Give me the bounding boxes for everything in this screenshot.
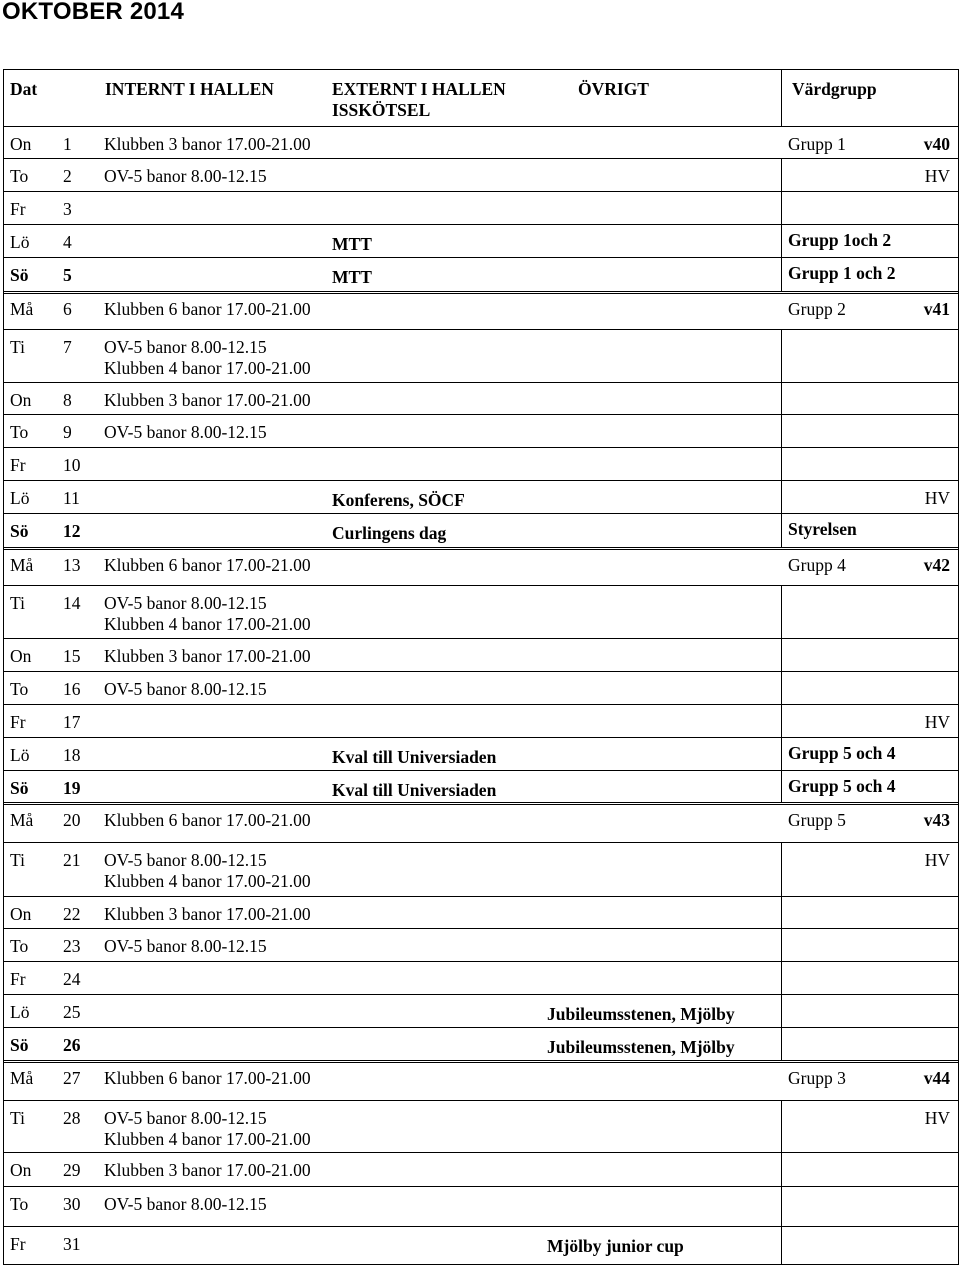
table-row xyxy=(4,382,958,415)
date-cell: 18 xyxy=(63,745,81,765)
date-cell: 4 xyxy=(63,232,72,252)
day-cell: On xyxy=(10,134,32,154)
vardgrupp-cell: Grupp 1 xyxy=(788,134,846,154)
vardgrupp-cell: Grupp 1och 2 xyxy=(788,230,892,250)
day-cell: Må xyxy=(10,1068,34,1088)
week-cell: v42 xyxy=(923,555,950,575)
hv-cell: HV xyxy=(924,166,950,186)
ovrigt-cell: Jubileumsstenen, Mjölby xyxy=(547,1004,735,1024)
date-cell: 20 xyxy=(63,810,81,830)
day-cell: On xyxy=(10,904,32,924)
day-cell: Må xyxy=(10,299,34,319)
internt-cell: OV-5 banor 8.00-12.15 xyxy=(104,166,267,186)
table-row xyxy=(4,224,958,258)
internt-cell: Klubben 6 banor 17.00-21.00 xyxy=(104,555,311,575)
date-cell: 29 xyxy=(63,1160,81,1180)
date-cell: 15 xyxy=(63,646,81,666)
column-divider xyxy=(781,329,782,547)
week-cell: v44 xyxy=(923,1068,950,1088)
internt-cell: OV-5 banor 8.00-12.15 xyxy=(104,593,267,613)
hv-cell: HV xyxy=(924,488,950,508)
week-cell: v40 xyxy=(923,134,950,154)
internt-cell: OV-5 banor 8.00-12.15 xyxy=(104,936,267,956)
date-cell: 8 xyxy=(63,390,72,410)
externt-cell: Konferens, SÖCF xyxy=(332,490,465,510)
day-cell: Fr xyxy=(10,1234,26,1254)
internt-cell: Klubben 3 banor 17.00-21.00 xyxy=(104,1160,311,1180)
date-cell: 3 xyxy=(63,199,72,219)
date-cell: 22 xyxy=(63,904,81,924)
day-cell: Ti xyxy=(10,337,25,357)
vardgrupp-cell: Grupp 3 xyxy=(788,1068,846,1088)
day-cell: Sö xyxy=(10,778,29,798)
column-divider xyxy=(781,1100,782,1264)
col-header-isskotsel: ISSKÖTSEL xyxy=(332,100,431,120)
externt-cell: Curlingens dag xyxy=(332,523,447,543)
table-row xyxy=(4,1152,958,1187)
day-cell: Ti xyxy=(10,850,25,870)
table-row xyxy=(4,158,958,192)
table-row xyxy=(4,770,958,803)
table-row xyxy=(4,737,958,771)
day-cell: To xyxy=(10,936,29,956)
table-row xyxy=(4,928,958,962)
day-cell: Lö xyxy=(10,488,30,508)
internt-cell: Klubben 3 banor 17.00-21.00 xyxy=(104,134,311,154)
day-cell: Sö xyxy=(10,1035,29,1055)
date-cell: 16 xyxy=(63,679,81,699)
day-cell: On xyxy=(10,1160,32,1180)
date-cell: 1 xyxy=(63,134,72,154)
table-row xyxy=(4,447,958,481)
week-cell: v43 xyxy=(923,810,950,830)
internt-cell: Klubben 3 banor 17.00-21.00 xyxy=(104,646,311,666)
date-cell: 24 xyxy=(63,969,81,989)
vardgrupp-cell: Grupp 5 och 4 xyxy=(788,743,896,763)
date-cell: 9 xyxy=(63,422,72,442)
ovrigt-cell: Jubileumsstenen, Mjölby xyxy=(547,1037,735,1057)
day-cell: Fr xyxy=(10,455,26,475)
internt-cell: OV-5 banor 8.00-12.15 xyxy=(104,422,267,442)
date-cell: 27 xyxy=(63,1068,81,1088)
internt-cell: Klubben 4 banor 17.00-21.00 xyxy=(104,871,311,891)
internt-cell: Klubben 6 banor 17.00-21.00 xyxy=(104,810,311,830)
table-row xyxy=(4,291,958,332)
table-row xyxy=(4,1100,958,1153)
date-cell: 26 xyxy=(63,1035,81,1055)
day-cell: Fr xyxy=(10,969,26,989)
day-cell: Lö xyxy=(10,1002,30,1022)
day-cell: To xyxy=(10,1194,29,1214)
table-row xyxy=(4,126,958,159)
date-cell: 7 xyxy=(63,337,72,357)
table-row xyxy=(4,1226,958,1265)
table-row xyxy=(4,329,958,383)
day-cell: Lö xyxy=(10,232,30,252)
hv-cell: HV xyxy=(924,1108,950,1128)
day-cell: Ti xyxy=(10,593,25,613)
day-cell: To xyxy=(10,422,29,442)
internt-cell: Klubben 3 banor 17.00-21.00 xyxy=(104,904,311,924)
day-cell: Sö xyxy=(10,521,29,541)
col-header-ovrigt: ÖVRIGT xyxy=(578,79,649,99)
page-title: OKTOBER 2014 xyxy=(2,0,185,25)
internt-cell: OV-5 banor 8.00-12.15 xyxy=(104,850,267,870)
schedule-table xyxy=(3,69,959,1265)
date-cell: 10 xyxy=(63,455,81,475)
externt-cell: Kval till Universiaden xyxy=(332,780,497,800)
vardgrupp-cell: Grupp 2 xyxy=(788,299,846,319)
table-row xyxy=(4,1186,958,1227)
date-cell: 25 xyxy=(63,1002,81,1022)
column-divider xyxy=(781,842,782,1060)
hv-cell: HV xyxy=(924,850,950,870)
externt-cell: MTT xyxy=(332,267,372,287)
date-cell: 6 xyxy=(63,299,72,319)
week-cell: v41 xyxy=(923,299,950,319)
table-row xyxy=(4,257,958,292)
column-divider xyxy=(781,585,782,802)
day-cell: Må xyxy=(10,555,34,575)
vardgrupp-cell: Grupp 5 och 4 xyxy=(788,776,896,796)
date-cell: 30 xyxy=(63,1194,81,1214)
table-row xyxy=(4,961,958,995)
day-cell: To xyxy=(10,166,29,186)
table-bottom-border xyxy=(4,1264,958,1265)
table-row xyxy=(4,547,958,588)
col-header-vardgrupp: Värdgrupp xyxy=(792,79,877,99)
table-row xyxy=(4,638,958,672)
table-row xyxy=(4,896,958,929)
vardgrupp-cell: Styrelsen xyxy=(788,519,857,539)
date-cell: 12 xyxy=(63,521,81,541)
vardgrupp-cell: Grupp 1 och 2 xyxy=(788,263,896,283)
day-cell: Fr xyxy=(10,199,26,219)
col-header-externt: EXTERNT I HALLEN xyxy=(332,79,506,99)
table-row xyxy=(4,1060,958,1103)
internt-cell: Klubben 4 banor 17.00-21.00 xyxy=(104,614,311,634)
date-cell: 2 xyxy=(63,166,72,186)
internt-cell: Klubben 4 banor 17.00-21.00 xyxy=(104,358,311,378)
vardgrupp-cell: Grupp 5 xyxy=(788,810,846,830)
day-cell: To xyxy=(10,679,29,699)
externt-cell: MTT xyxy=(332,234,372,254)
day-cell: Sö xyxy=(10,265,29,285)
date-cell: 5 xyxy=(63,265,72,285)
internt-cell: Klubben 3 banor 17.00-21.00 xyxy=(104,390,311,410)
table-row xyxy=(4,585,958,639)
internt-cell: Klubben 6 banor 17.00-21.00 xyxy=(104,299,311,319)
internt-cell: OV-5 banor 8.00-12.15 xyxy=(104,1194,267,1214)
day-cell: Må xyxy=(10,810,34,830)
date-cell: 19 xyxy=(63,778,81,798)
day-cell: Ti xyxy=(10,1108,25,1128)
header-row xyxy=(4,70,958,126)
date-cell: 21 xyxy=(63,850,81,870)
table-row xyxy=(4,191,958,225)
table-row xyxy=(4,842,958,897)
column-divider xyxy=(781,70,782,126)
date-cell: 17 xyxy=(63,712,81,732)
table-row xyxy=(4,1027,958,1061)
externt-cell: Kval till Universiaden xyxy=(332,747,497,767)
table-row xyxy=(4,480,958,514)
day-cell: Lö xyxy=(10,745,30,765)
table-row xyxy=(4,671,958,705)
day-cell: On xyxy=(10,646,32,666)
col-header-dat: Dat xyxy=(10,79,38,99)
table-row xyxy=(4,704,958,738)
ovrigt-cell: Mjölby junior cup xyxy=(547,1236,684,1256)
column-divider xyxy=(781,158,782,291)
table-row xyxy=(4,513,958,548)
hv-cell: HV xyxy=(924,712,950,732)
date-cell: 28 xyxy=(63,1108,81,1128)
table-row xyxy=(4,414,958,448)
internt-cell: OV-5 banor 8.00-12.15 xyxy=(104,1108,267,1128)
table-row xyxy=(4,994,958,1028)
date-cell: 31 xyxy=(63,1234,81,1254)
internt-cell: OV-5 banor 8.00-12.15 xyxy=(104,337,267,357)
date-cell: 11 xyxy=(63,488,80,508)
table-row xyxy=(4,802,958,845)
vardgrupp-cell: Grupp 4 xyxy=(788,555,846,575)
internt-cell: Klubben 4 banor 17.00-21.00 xyxy=(104,1129,311,1149)
col-header-internt: INTERNT I HALLEN xyxy=(105,79,274,99)
day-cell: Fr xyxy=(10,712,26,732)
day-cell: On xyxy=(10,390,32,410)
date-cell: 13 xyxy=(63,555,81,575)
internt-cell: Klubben 6 banor 17.00-21.00 xyxy=(104,1068,311,1088)
internt-cell: OV-5 banor 8.00-12.15 xyxy=(104,679,267,699)
date-cell: 23 xyxy=(63,936,81,956)
date-cell: 14 xyxy=(63,593,81,613)
